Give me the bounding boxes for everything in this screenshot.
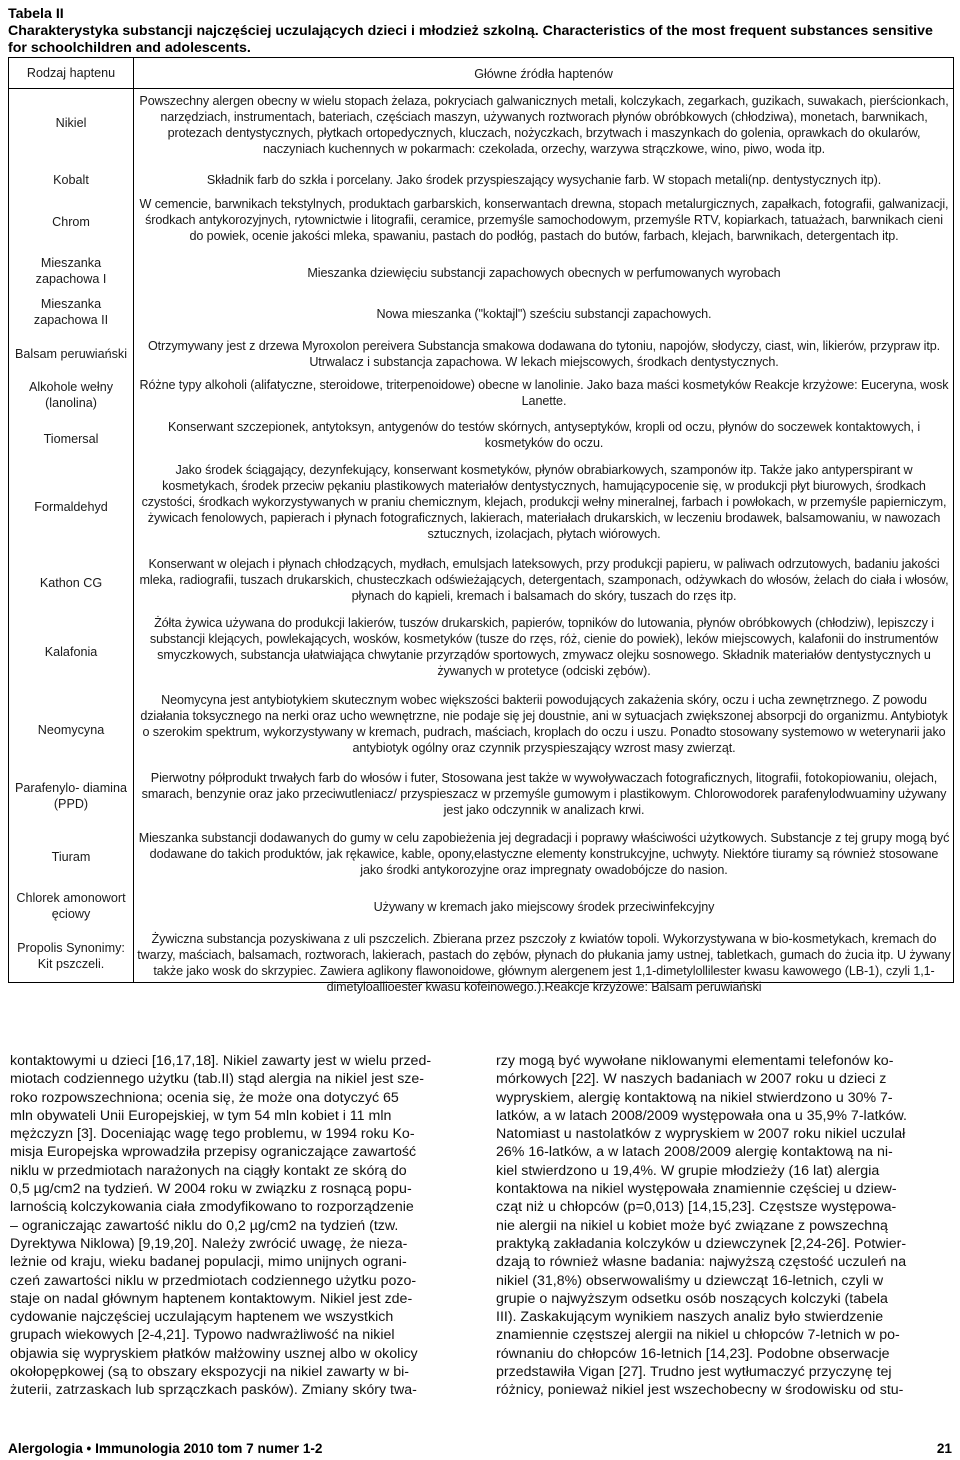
hapten-cell: Tiomersal — [43, 432, 99, 446]
body-line: kontaktowymi u dzieci [16,17,18]. Nikiel zawarty jest w wielu przed- — [10, 1053, 432, 1069]
body-line: dzają to również własne badania: najwyższą częstość uczuleń na — [496, 1254, 907, 1271]
body-line: larnością kolczykowania ciała zmodyfikowano to rozporządzenie — [10, 1199, 414, 1216]
source-cell: Żywiczna substancja pozyskiwana z uli pszczelich. Zbierana przez pszczoły z kwiatów topoli. Wykorzystywana w bio-kosmetykach, kremach do twarzy, maściach, balsamach, roztworach, lakierach, pastach do zębów, płynach do płukania jamy ustnej, tabletkach, gumach do żucia itp. U żywany także jako wosk do skrzypiec. Zawiera aglikony flawonoidowe, głównym alergenem jest 1,1-dimetylollilester kwasu kawowego (LB-1), czyli 1,1-dimetyloallioester kwasu kofeinowego.).Reakcje krzyżowe: Balsam peruwiański — [137, 932, 951, 994]
body-line: III). Zaskakującym wynikiem naszych analiz było stwierdzenie — [496, 1309, 884, 1326]
body-line: mln obywateli Unii Europejskiej, w tym 54 mln kobiet i 11 mln — [10, 1107, 392, 1124]
hapten-cell: Neomycyna — [37, 723, 105, 737]
body-line: Dyrektywa Niklowa) [9,19,20]. Należy zwrócić uwagę, że nieza- — [10, 1235, 408, 1252]
header-hapten-sources: Główne źródła haptenów — [474, 67, 613, 81]
body-line: grupach wiekowych [2-4,21]. Typowo nadwrażliwość na nikiel — [10, 1327, 395, 1344]
hapten-cell: Nikiel — [55, 116, 87, 130]
body-line: niklu w przedmiotach narażonych na ciągły kontakt ze skórą do — [10, 1162, 407, 1179]
body-line: cydowanie najczęściej uczulającym haptenem we wszystkich — [10, 1309, 394, 1326]
body-line: grupie o najwyższym odsetku osób noszących kolczyki (tabela — [496, 1290, 888, 1307]
body-line: misja Europejska wprowadziła przepisy ograniczające zawartość — [10, 1144, 417, 1161]
header-hapten-type: Rodzaj haptenu — [26, 66, 116, 80]
source-cell: W cemencie, barwnikach tekstylnych, produktach garbarskich, konserwantach drewna, stopach metalurgicznych, zapałkach, fotografii, galwanizacji, środkach antykorozyjnych, rytownictwie i litografii, ceramice, przemyśle samochodowym, przemyśle RTV, kopiarkach, tatuażach, barwnikach cieni do powiek, ocenie jakości mleka, spawaniu, pastach do podłóg, pastach do butów, farbach, klejach, barwnikach, detergentach itp. — [139, 197, 949, 243]
body-line: nikiel (31,8%) obserwowaliśmy u dziewcząt 16-letnich, czyli w — [496, 1272, 884, 1289]
source-cell: Konserwant w olejach i płynach chłodzących, mydłach, emulsjach lateksowych, przy produkcji papieru, w paliwach odrzutowych, badaniu jakości mleka, radiografii, tuszach drukarskich, chusteczkach odświeżających, detergentach, szamponach, odżywkach do włosów, żelach do ciała i włosów, płynach do kąpieli, kremach i balsamach do skóry, tuszach do rzęs itp. — [139, 557, 949, 603]
source-cell: Nowa mieszanka ("koktajl") sześciu substancji zapachowych. — [376, 307, 712, 321]
body-line: kontaktowa na nikiel występowała znamiennie częściej u dziew- — [496, 1181, 897, 1198]
body-line: cząt niż u chłopców (p=0,013) [14,15,23]. Częstsze występowa- — [496, 1199, 897, 1216]
hapten-cell: Alkohole wełny (lanolina) — [28, 380, 113, 410]
source-cell: Żółta żywica używana do produkcji lakierów, tuszów drukarskich, papierów, topników do lutowania, płynów obróbkowych (chłodziw), lepiszczy i substancji klejących, powlekających, wosków, kosmetyków (tusze do rzęs, róż, cienie do powiek), leków miejscowych, kalafonii do instrumentów smyczkowych, substancja ułatwiająca chwytanie przyrządów sportowych, zmywacz olejku sosnowego. Składnik materiałów dentystycznych u żywanych w protetyce (odciski zębów). — [149, 616, 939, 678]
body-line: czeń zawartości niklu w przedmiotach codziennego użytku pozo- — [10, 1272, 417, 1289]
hapten-cell: Chrom — [52, 215, 90, 229]
source-cell: Konserwant szczepionek, antytoksyn, antygenów do testów skórnych, antyseptyków, kropli od oczu, płynów do soczewek kontaktowych, i kosmetyków do oczu. — [167, 420, 921, 450]
hapten-cell: Kathon CG — [39, 576, 103, 590]
body-line: mórkowych [22]. W naszych badaniach w 2007 roku u dzieci z — [496, 1071, 887, 1088]
body-line: praktyką zakładania kolczyków u dziewczynek [2,24-26]. Potwier- — [496, 1235, 907, 1252]
body-line: latków, a w latach 2008/2009 występowała ona u 35,9% 7-latków. — [496, 1107, 907, 1124]
table-caption — [8, 6, 952, 57]
body-line: kiel stwierdzono u 19,4%. W grupie młodzieży (16 lat) alergia — [496, 1162, 880, 1179]
body-line: równaniu do chłopców 16-letnich [14,23]. Podobne obserwacje — [496, 1345, 890, 1362]
body-column-right — [496, 1052, 954, 1400]
table-title: Charakterystyka substancji najczęściej uczulających dzieci i młodzież szkolną. Characteristics of the most frequent substances sensitive for schoolchildren and adolescents. — [8, 23, 933, 56]
hapten-cell: Propolis Synonimy: Kit pszczeli. — [17, 941, 125, 971]
hapten-cell: Parafenylo- diamina (PPD) — [14, 781, 127, 811]
source-cell: Używany w kremach jako miejscowy środek przeciwinfekcyjny — [373, 900, 715, 914]
body-column-left — [10, 1052, 456, 1400]
source-cell: Mieszanka dziewięciu substancji zapachowych obecnych w perfumowanych wyrobach — [307, 266, 781, 280]
body-line: wypryskiem, alergię kontaktową na nikiel stwierdzono u 30% 7- — [496, 1089, 893, 1106]
page-number: 21 — [936, 1441, 952, 1456]
body-line: roko rozpowszechniona; ocenia się, że może ona dotyczyć 65 — [10, 1089, 399, 1106]
body-line: objawia się wypryskiem płatków małżowiny usznej albo w okolicy — [10, 1345, 418, 1362]
body-line: różnicy, ponieważ nikiel jest wszechobecny w środowisku od stu- — [496, 1382, 904, 1399]
table-label: Tabela II — [8, 6, 64, 22]
source-cell: Pierwotny półprodukt trwałych farb do włosów i futer, Stosowana jest także w wywoływaczach fotograficznych, litografii, fotokopiowaniu, olejach, smarach, benzynie oraz jako przeciwutleniacz/ przyspieszacz w przemyśle gumowym i plastikowym. Chlorowodorek parafenylodwuaminy używany jest jako odczynnik w analizach krwi. — [141, 771, 947, 817]
body-line: okołopępkowej (są to obszary ekspozycji na nikiel zawarty w bi- — [10, 1364, 410, 1381]
body-line: – ograniczając zawartość niklu do 0,2 µg/cm2 na tydzień (tzw. — [10, 1217, 399, 1234]
hapten-cell: Mieszanka zapachowa II — [33, 297, 109, 327]
column-divider — [133, 58, 134, 982]
body-line: znamiennie częstszej alergii na nikiel u chłopców 7-letnich w po- — [496, 1327, 900, 1344]
hapten-cell: Balsam peruwiański — [15, 347, 127, 361]
source-cell: Mieszanka substancji dodawanych do gumy w celu zapobieżenia jej degradacji i poprawy właściwości użytkowych. Substancje z tej grupy mogą być dodawane do takich produktów, jak rękawice, kable, opony,elastyczne elementy konstrukcyjne, uchwyty. Niektóre tiuramy są również stosowane jako środki antykorozyjne oraz impregnaty owadobójcze do nasion. — [138, 831, 950, 877]
hapten-cell: Mieszanka zapachowa I — [35, 256, 107, 286]
hapten-cell: Tiuram — [51, 850, 91, 864]
source-cell: Składnik farb do szkła i porcelany. Jako środek przyspieszający wysychanie farb. W stopach metali(np. dentystycznych itp). — [206, 173, 882, 187]
source-cell: Jako środek ściągający, dezynfekujący, konserwant kosmetyków, płynów obrabiarkowych, szamponów itp. Także jako antyperspirant w kosmetykach, środek przeciw pękaniu plastikowych materiałów dentystycznych, hamującypocenie się, w produkcji płyt biurowych, środkach czystości, środkach wykorzystywanych w praniu chemicznym, klejach, produkcji wełny mineralnej, farbach i powłokach, w przemyśle papierniczym, żywicach fenolowych, papierach i płynach fotograficznych, lakierach, materiałach drukarskich, w leczeniu brodawek, balsamowaniu, w nawozach sztucznych, izolacjach, płytach wiórowych. — [141, 463, 947, 541]
journal-footer: Alergologia • Immunologia 2010 tom 7 numer 1-2 — [8, 1441, 323, 1456]
body-line: rzy mogą być wywołane niklowanymi elementami telefonów ko- — [496, 1053, 894, 1069]
hapten-cell: Formaldehyd — [34, 500, 108, 514]
body-line: staje on nadal głównym haptenem kontaktowym. Nikiel jest zde- — [10, 1290, 413, 1307]
source-cell: Otrzymywany jest z drzewa Myroxolon pereivera Substancja smakowa dodawana do tytoniu, napojów, słodyczy, ciast, win, likierów, przypraw itp. Utrwalacz i substancja zapachowa. W lekach miejscowych, środkach dentystycznych. — [147, 339, 941, 369]
body-line: 0,5 µg/cm2 na tydzień. W 2004 roku w związku z rosnącą popu- — [10, 1181, 412, 1198]
hapten-table — [8, 57, 954, 994]
body-line: żuterii, zatrzaskach lub sprzączkach pasków). Zmiany skóry twa- — [10, 1382, 417, 1399]
source-cell: Neomycyna jest antybiotykiem skutecznym wobec większości bakterii powodujących zakażenia skóry, oczu i ucha zewnętrznego. Z powodu działania toksycznego na nerki oraz ucho wewnętrzne, nie podaje się jej doustnie, ani w sytuacjach zwiększonej absorpcji do organizmu. Antybiotyk o szerokim spektrum, wykorzystywany w kremach, pudrach, maściach, kroplach do oczu i uszu. Ponadto stosowany systemowo w weterynarii jako antybiotyk ogólny oraz czynnik przyspieszający wzrost masy zwierząt. — [140, 693, 948, 755]
body-line: Natomiast u nastolatków z wypryskiem w 2007 roku nikiel uczulał — [496, 1126, 906, 1143]
body-line: leżnie od kraju, wieku badanej populacji, mimo unijnych ograni- — [10, 1254, 407, 1271]
source-cell: Różne typy alkoholi (alifatyczne, steroidowe, triterpenoidowe) obecne w lanolinie. Jako baza maści kosmetyków Reakcje krzyżowe: Euceryna, wosk Lanette. — [139, 378, 949, 408]
body-line: przedstawiła Vigan [27]. Trudno jest wytłumaczyć przyczynę tej — [496, 1364, 892, 1381]
body-line: miotach codziennego użytku (tab.II) stąd alergia na nikiel jest sze- — [10, 1071, 425, 1088]
body-line: 26% 16-latków, a w latach 2008/2009 alergię kontaktową na ni- — [496, 1144, 893, 1161]
body-line: nie alergii na nikiel u kobiet może być związane z powszechną — [496, 1217, 888, 1234]
header-divider — [9, 88, 953, 89]
hapten-cell: Kalafonia — [44, 645, 98, 659]
source-cell: Powszechny alergen obecny w wielu stopach żelaza, pokryciach galwanicznych metali, kolczykach, zegarkach, guzikach, suwakach, pierścionkach, narzędziach, instrumentach, bateriach, częściach maszyn, używanych roztworach płynów obróbkowych (chłodziwa), monetach, barwnikach, protezach dentystycznych, płytkach ortopedycznych, kluczach, nożyczkach, brzytwach i maszynkach do golenia, oprawkach do okularów, naczyniach kuchennych w pokarmach: czekolada, orzechy, warzywa strączkowe, wino, piwo, woda itp. — [139, 94, 949, 156]
hapten-cell: Chlorek amonowort ęciowy — [16, 891, 126, 921]
body-line: mężczyzn [3]. Doceniając wagę tego problemu, w 1994 roku Ko- — [10, 1126, 415, 1143]
hapten-cell: Kobalt — [53, 173, 89, 187]
